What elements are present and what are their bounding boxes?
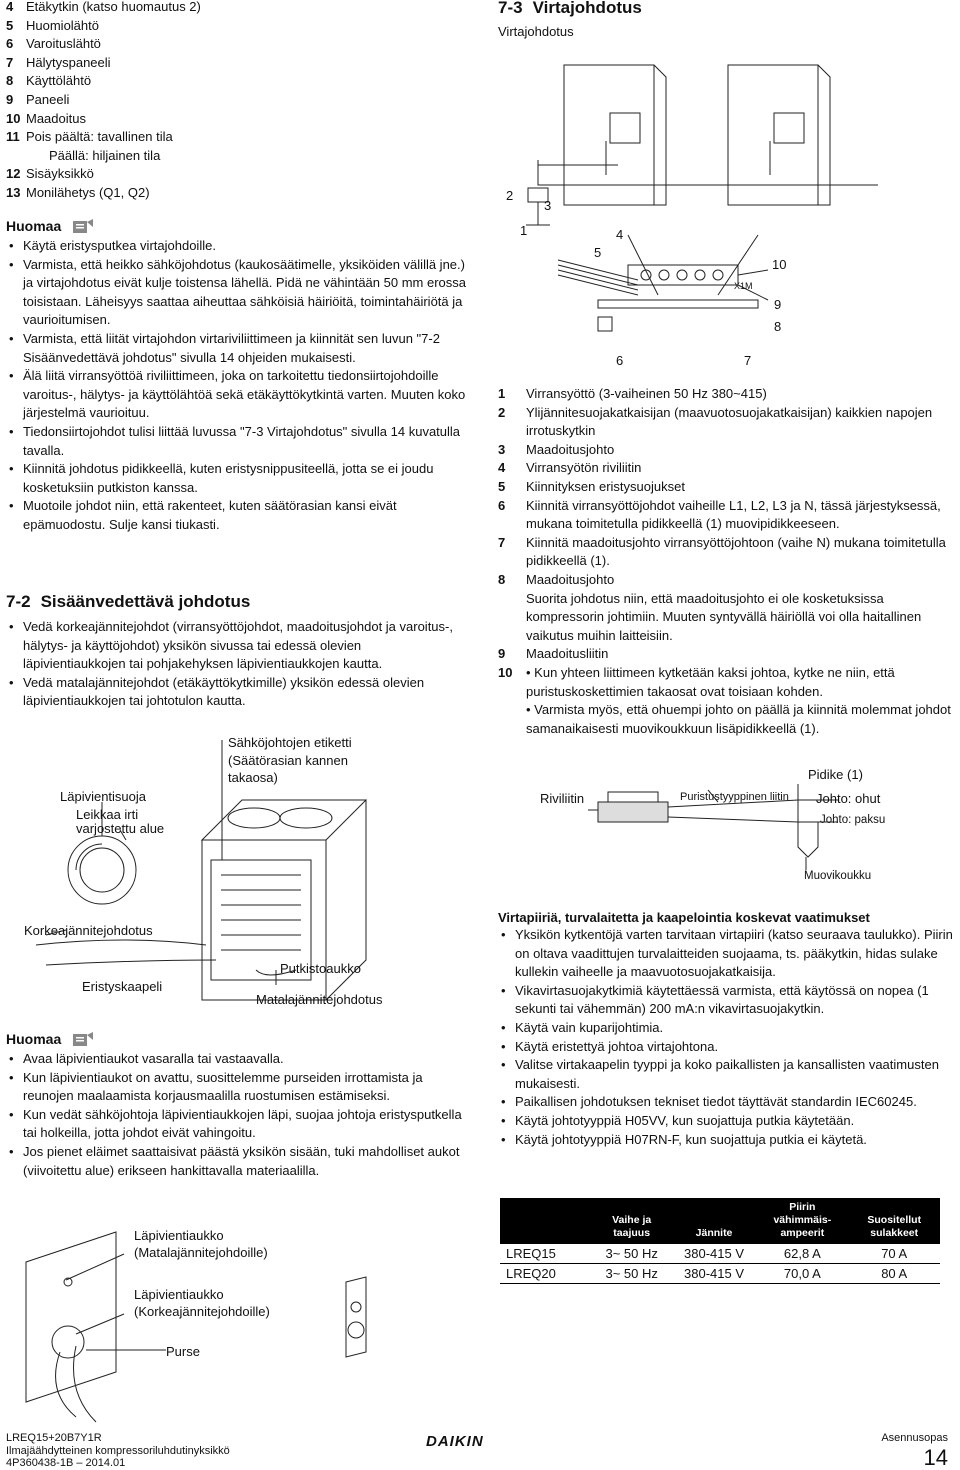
- legend-item: 1 Virransyöttö (3-vaiheinen 50 Hz 380~415): [498, 386, 767, 401]
- wiring-entry-figure: [6, 730, 466, 1030]
- diagram-number: 7: [744, 353, 752, 368]
- label-cut-area: Leikkaa irti varjostettu alue: [76, 807, 165, 836]
- table-header: Vaihe ja taajuus: [592, 1198, 672, 1244]
- wiring-legend-list: [6, 0, 466, 203]
- table-cell: 70,0 A: [756, 1264, 848, 1284]
- table-row: [500, 1264, 940, 1284]
- legend-item: 9 Maadoitusliitin: [498, 646, 609, 662]
- note-item: • Käytä eristysputkea virtajohdoille.: [6, 237, 466, 256]
- wiring-diagram-illustration: [498, 55, 954, 375]
- power-wiring-legend: [498, 385, 954, 738]
- legend-item: Päällä: hiljainen tila: [49, 147, 161, 163]
- diagram-number: 2: [506, 188, 514, 203]
- table-cell: 80 A: [848, 1264, 940, 1284]
- legend-item: 8 Käyttölähtö: [6, 73, 92, 89]
- label-crimp-terminal: Puristustyyppinen liitin: [680, 791, 789, 803]
- terminal-connection-figure: [498, 762, 954, 892]
- legend-item: 7 Hälytyspaneeli: [6, 54, 111, 70]
- section-subtitle: Virtajohdotus: [498, 24, 574, 39]
- requirement-item: • Käytä vain kuparijohtimia.: [498, 1019, 954, 1038]
- label-clamp: Pidike (1): [808, 767, 863, 782]
- table-header: Jännite: [672, 1198, 756, 1244]
- label-terminal-block: Riviliitin: [540, 791, 585, 806]
- legend-item: 13 Monilähetys (Q1, Q2): [6, 184, 150, 200]
- label-conduit-hole: Putkistoaukko: [280, 961, 361, 976]
- legend-item: 3 Maadoitusjohto: [498, 441, 615, 457]
- diagram-number: 9: [774, 297, 782, 312]
- requirement-item: • Vikavirtasuojakytkimiä käytettäessä varmista, että käytössä on nopea (1 sekunti tai vähemmän) 200 mA:n vikavirtasuojakytkin.: [498, 982, 954, 1019]
- legend-item: 12 Sisäyksikkö: [6, 166, 94, 182]
- circuit-requirements: [498, 910, 954, 1149]
- section-heading: 7-2 Sisäänvedettävä johdotus: [6, 592, 251, 611]
- footer-left: [6, 1432, 230, 1470]
- footer-manual: Asennusopas: [881, 1432, 948, 1444]
- note-block-1: [6, 218, 466, 535]
- note-item: • Kiinnitä johdotus pidikkeellä, kuten eristysnippusiteellä, jotta se ei joudu kosketuksiin putkiston kanssa.: [6, 460, 466, 497]
- section-7-2: [6, 592, 466, 711]
- table-header: [500, 1198, 592, 1244]
- legend-item: 9 Paneeli: [6, 91, 70, 107]
- legend-item: • Varmista myös, että ohuempi johto on päällä ja kiinnitä molemmat johdot samanaikaisesti muovikoukkuun lisäpidikkeellä (1).: [526, 702, 951, 736]
- legend-item: 10 • Kun yhteen liittimeen kytketään kaksi johtoa, kytke ne niin, että puristuskoskettimien takaosat ovat toisiaan kohden.: [498, 664, 895, 699]
- legend-item: Suorita johdotus niin, että maadoitusjohto ei ole kosketuksissa kompressorin johtimiin. Muuten syntyvällä häiriöllä voi olla haitallinen vaikutus muihin laitteisiin.: [526, 590, 922, 643]
- legend-item: 11 Pois päältä: tavallinen tila: [6, 129, 173, 145]
- note-item: • Kun läpivientiaukot on avattu, suosittelemme purseiden irrottamista ja reunojen maalaamista korjausmaalilla ruostumisen estämiseksi.: [6, 1069, 466, 1106]
- section-list: [6, 618, 466, 711]
- note-item: • Jos pienet eläimet saattaisivat päästä yksikön sisään, tuki mahdolliset aukot (viivoitettu alue) erikseen hankittavalla materiaalilla.: [6, 1143, 466, 1180]
- diagram-number: 4: [616, 227, 624, 242]
- table-header: Suositellut sulakkeet: [848, 1198, 940, 1244]
- note-item: • Tiedonsiirtojohdot tulisi liittää luvussa "7-3 Virtajohdotus" sivulla 14 kuvatulla tavalla.: [6, 423, 466, 460]
- note-heading: Huomaa: [6, 218, 466, 234]
- legend-item: 5 Huomiolähtö: [6, 17, 99, 33]
- knockout-holes-figure: [6, 1222, 466, 1427]
- table-cell: 70 A: [848, 1244, 940, 1264]
- table-header: Piirin vähimmäis-ampeerit: [756, 1198, 848, 1244]
- table-header-row: [500, 1198, 940, 1244]
- table-cell: 3~ 50 Hz: [592, 1244, 672, 1264]
- legend-item: 8 Maadoitusjohto: [498, 571, 615, 587]
- label-electrical-tag: Sähköjohtojen etiketti: [228, 735, 352, 750]
- note-heading: Huomaa: [6, 1031, 466, 1047]
- note-block-2: [6, 1031, 466, 1180]
- note-list: [6, 237, 466, 535]
- section-heading: 7-3 Virtajohdotus: [498, 0, 642, 17]
- legend-item: 4 Virransyötön riviliitin: [498, 460, 642, 476]
- requirement-item: • Paikallisen johdotuksen tekniset tiedot täyttävät standardin IEC60245.: [498, 1093, 954, 1112]
- requirement-item: • Käytä johtotyyppiä H05VV, kun suojattuja putkia käytetään.: [498, 1112, 954, 1131]
- footer-right: [881, 1432, 948, 1470]
- diagram-number: 1: [520, 223, 528, 238]
- label-low-voltage-knockout: Läpivientiaukko (Matalajännitejohdoille): [134, 1228, 268, 1260]
- diagram-number: 5: [594, 245, 602, 260]
- legend-item: 10 Maadoitus: [6, 110, 86, 126]
- legend-item: 2 Ylijännitesuojakatkaisijan (maavuotosuojakatkaisijan) kaikkien napojen irrotuskytkin: [498, 404, 933, 439]
- note-item: • Avaa läpivientiaukot vasaralla tai vastaavalla.: [6, 1050, 466, 1069]
- label-high-voltage-knockout: Läpivientiaukko (Korkeajännitejohdoille): [134, 1287, 270, 1319]
- label-plastic-hook: Muovikoukku: [804, 870, 872, 882]
- label-knockout-guard: Läpivientisuoja: [60, 789, 147, 804]
- diagram-number: 8: [774, 319, 782, 334]
- page-number: 14: [923, 1444, 948, 1470]
- table-cell: 3~ 50 Hz: [592, 1264, 672, 1284]
- table-cell: 380-415 V: [672, 1264, 756, 1284]
- pencil-note-icon: [71, 218, 95, 234]
- footer-description: Ilmajäähdytteinen kompressoriluhdutinyksikkö: [6, 1444, 230, 1457]
- section-item: • Vedä korkeajännitejohdot (virransyöttöjohdot, maadoitusjohdot ja varoitus-, hälytys- ja käyttöjohdot) yksikön sivussa tai edessä olevien läpivientiaukkojen tai pohjakehyksen läpivientiaukkojen kautta.: [6, 618, 466, 674]
- footer-doc-number: 4P360438-1B – 2014.01: [6, 1457, 126, 1469]
- table-cell: 380-415 V: [672, 1244, 756, 1264]
- daikin-logo: DAIKIN: [426, 1433, 484, 1450]
- requirement-item: • Käytä eristettyä johtoa virtajohtona.: [498, 1038, 954, 1057]
- power-spec-table: [500, 1198, 940, 1284]
- diagram-number: 3: [544, 198, 552, 213]
- footer-model: LREQ15+20B7Y1R: [6, 1432, 102, 1444]
- legend-item: 6 Varoituslähtö: [6, 36, 101, 52]
- table-row: [500, 1244, 940, 1264]
- terminal-label-x1m: X1M: [734, 281, 753, 291]
- requirements-heading: Virtapiiriä, turvalaitetta ja kaapelointia koskevat vaatimukset: [498, 910, 870, 925]
- diagram-number: 10: [772, 257, 787, 272]
- label-burr: Purse: [166, 1344, 200, 1359]
- label-high-voltage-wiring: Korkeajännitejohdotus: [24, 923, 153, 938]
- note-item: • Muotoile johdot niin, että rakenteet, kuten säätörasian kansi eivät epämuodostu. Sulje kansi tiukasti.: [6, 497, 466, 534]
- pencil-note-icon: [71, 1031, 95, 1047]
- section-7-3: [498, 0, 642, 39]
- note-item: • Älä liitä virransyöttöä riviliittimeen, joka on tarkoitettu tiedonsiirtojohdoille varoitus-, hälytys- ja käyttölähtöä sekä etäkäyttökytkintä varten. Muuten koko järjestelmä vaurioituu.: [6, 367, 466, 423]
- table-cell: LREQ15: [500, 1244, 592, 1264]
- label-insulation-cable: Eristyskaapeli: [82, 979, 163, 994]
- requirement-item: • Valitse virtakaapelin tyyppi ja koko paikallisten ja kansallisten vaatimusten mukaisesti.: [498, 1056, 954, 1093]
- requirement-item: • Käytä johtotyyppiä H07RN-F, kun suojattuja putkia ei käytetä.: [498, 1131, 954, 1150]
- diagram-number: 6: [616, 353, 624, 368]
- requirement-item: • Yksikön kytkentöjä varten tarvitaan virtapiiri (katso seuraava taulukko). Piirin on oltava vaadittujen turvalaitteiden suojaama, ts. pääkytkin, hidas sulake kullekin vaiheelle ja maavuotosuojakatkaisija.: [498, 926, 954, 982]
- label-low-voltage-wiring: Matalajännitejohdotus: [256, 992, 383, 1007]
- note-item: • Kun vedät sähköjohtoja läpivientiaukkojen läpi, suojaa johtoja eristysputkella tai holkeilla, jotta johdot eivät vahingoitu.: [6, 1106, 466, 1143]
- legend-item: 4 Etäkytkin (katso huomautus 2): [6, 0, 201, 14]
- power-wiring-diagram: [498, 55, 954, 375]
- section-item: • Vedä matalajännitejohdot (etäkäyttökytkimille) yksikön edessä olevien läpivientiaukkojen tai johtotulon kautta.: [6, 674, 466, 711]
- label-thin-wire: Johto: ohut: [816, 791, 881, 806]
- legend-item: 5 Kiinnityksen eristysuojukset: [498, 478, 685, 494]
- note-item: • Varmista, että heikko sähköjohdotus (kaukosäätimelle, yksiköiden välillä jne.) ja virtajohdotus eivät kulje toistensa lähellä. Pidä ne vähintään 50 mm erossa toisistaan. Läheisyys saattaa aiheuttaa sähköisiä häiriöitä, toimintahäiriötä ja vaurioitumisen.: [6, 256, 466, 330]
- label-electrical-tag-sub: (Säätörasian kannen takaosa): [228, 753, 348, 785]
- label-thick-wire: Johto: paksu: [820, 814, 886, 826]
- requirements-list: [498, 926, 954, 1149]
- table-cell: LREQ20: [500, 1264, 592, 1284]
- legend-item: 6 Kiinnitä virransyöttöjohdot vaiheille L1, L2, L3 ja N, tässä järjestyksessä, mukana toimitetulla pidikkeellä (1) muovipidikkeeseen.: [498, 497, 941, 532]
- legend-item: 7 Kiinnitä maadoitusjohto virransyöttöjohtoon (vaihe N) mukana toimitetulla pidikkeellä (1).: [498, 534, 946, 569]
- note-item: • Varmista, että liität virtajohdon virtariviliittimeen ja kiinnität sen luvun "7-2 Sisäänvedettävä johdotus" sivulla 14 ohjeiden mukaisesti.: [6, 330, 466, 367]
- terminal-illustration: [498, 762, 954, 892]
- note-list: [6, 1050, 466, 1180]
- table-cell: 62,8 A: [756, 1244, 848, 1264]
